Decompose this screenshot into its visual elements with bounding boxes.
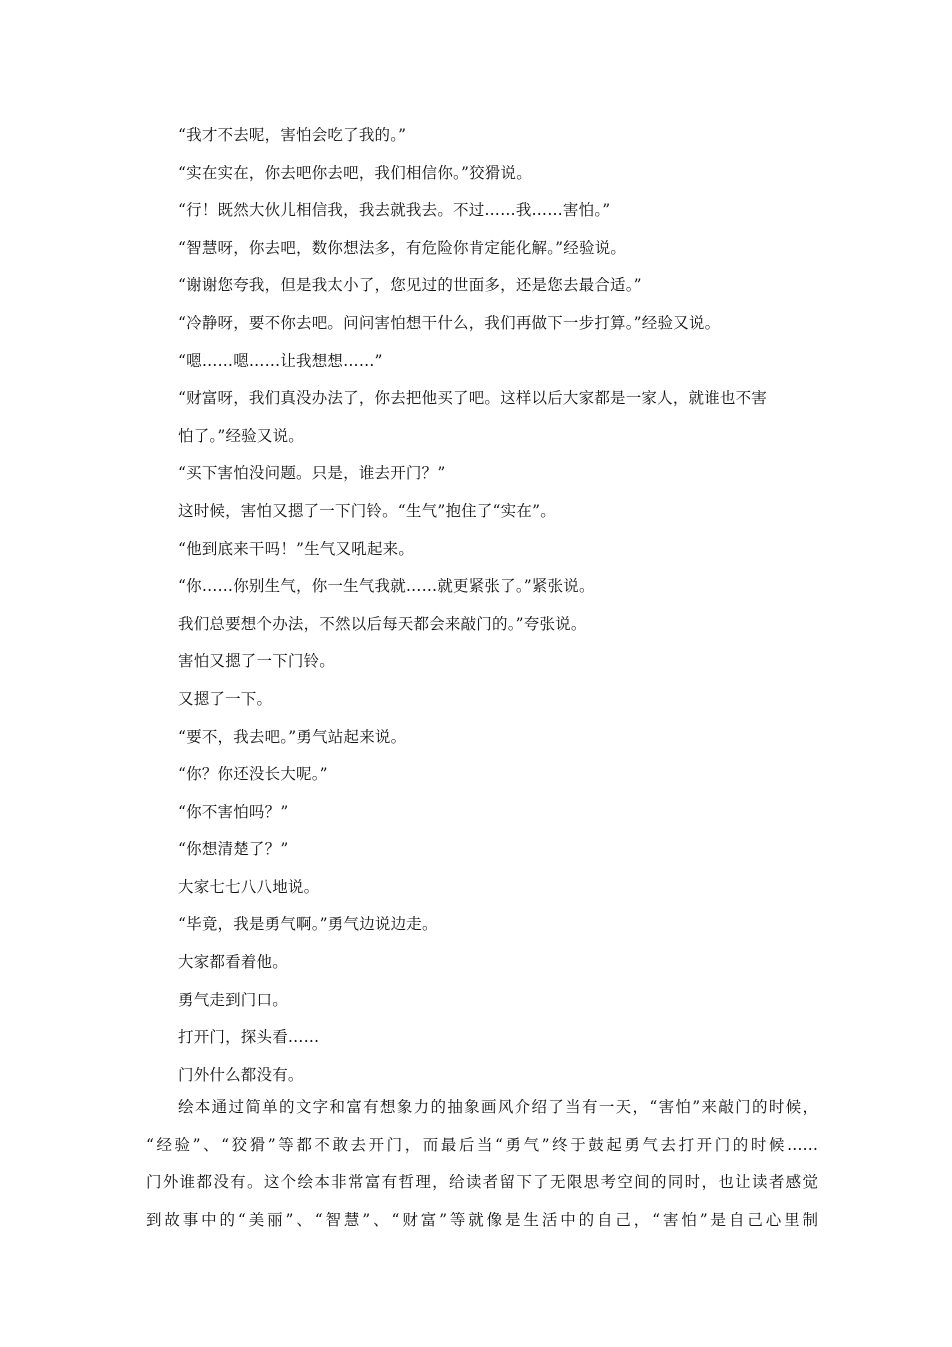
dialogue-line-continuation: 怕了。”经验又说。	[178, 426, 304, 445]
dialogue-line: 害怕又摁了一下门铃。	[178, 652, 336, 671]
dialogue-line: 打开门，探头看……	[178, 1028, 320, 1047]
dialogue-line: 大家七七八八地说。	[178, 877, 320, 896]
dialogue-line: “谢谢您夸我，但是我太小了，您见过的世面多，还是您去最合适。”	[178, 276, 642, 295]
dialogue-line: “行！既然大伙儿相信我，我去就我去。不过……我……害怕。”	[178, 201, 611, 220]
dialogue-line: “你想清楚了？”	[178, 840, 289, 859]
dialogue-line: “你……你别生气，你一生气我就……就更紧张了。”紧张说。	[178, 577, 595, 596]
dialogue-line: 大家都看着他。	[178, 953, 288, 972]
paragraph-line: 绘本通过简单的文字和富有想象力的抽象画风介绍了当有一天，“害怕”来敲门的时候，	[178, 1098, 818, 1116]
dialogue-line: “智慧呀，你去吧，数你想法多，有危险你肯定能化解。”经验说。	[178, 238, 627, 257]
dialogue-line: “财富呀，我们真没办法了，你去把他买了吧。这样以后大家都是一家人，就谁也不害	[178, 389, 768, 408]
dialogue-line: “我才不去呢，害怕会吃了我的。”	[178, 126, 407, 144]
dialogue-line: “他到底来干吗！”生气又吼起来。	[178, 539, 415, 558]
dialogue-lines	[178, 117, 818, 1094]
dialogue-line: “实在实在，你去吧你去吧，我们相信你。”狡猾说。	[178, 163, 532, 182]
paragraph-line: 到故事中的“美丽”、“智慧”、“财富”等就像是生活中的自己，“害怕”是自己心里制	[146, 1210, 818, 1229]
dialogue-line: “买下害怕没问题。只是，谁去开门？”	[178, 464, 446, 483]
paragraph-line: 门外谁都没有。这个绘本非常富有哲理，给读者留下了无限思考空间的同时，也让读者感觉	[146, 1173, 818, 1192]
dialogue-line: 勇气走到门口。	[178, 990, 288, 1009]
dialogue-line: “你？你还没长大呢。”	[178, 765, 328, 784]
dialogue-line: “毕竟，我是勇气啊。”勇气边说边走。	[178, 915, 438, 934]
dialogue-line: 门外什么都没有。	[178, 1065, 304, 1084]
dialogue-line: “冷静呀，要不你去吧。问问害怕想干什么，我们再做下一步打算。”经验又说。	[178, 313, 721, 332]
dialogue-line: 我们总要想个办法，不然以后每天都会来敲门的。”夸张说。	[178, 614, 587, 633]
commentary-paragraph	[146, 1089, 818, 1239]
dialogue-line: “嗯……嗯……让我想想……”	[178, 351, 383, 370]
paragraph-line: “经验”、“狡猾”等都不敢去开门，而最后当“勇气”终于鼓起勇气去打开门的时候……	[146, 1135, 818, 1154]
dialogue-line: “你不害怕吗？”	[178, 802, 289, 821]
dialogue-line: “要不，我去吧。”勇气站起来说。	[178, 727, 407, 746]
dialogue-line: 又摁了一下。	[178, 689, 273, 708]
dialogue-line: 这时候，害怕又摁了一下门铃。“生气”抱住了“实在”。	[178, 501, 556, 520]
